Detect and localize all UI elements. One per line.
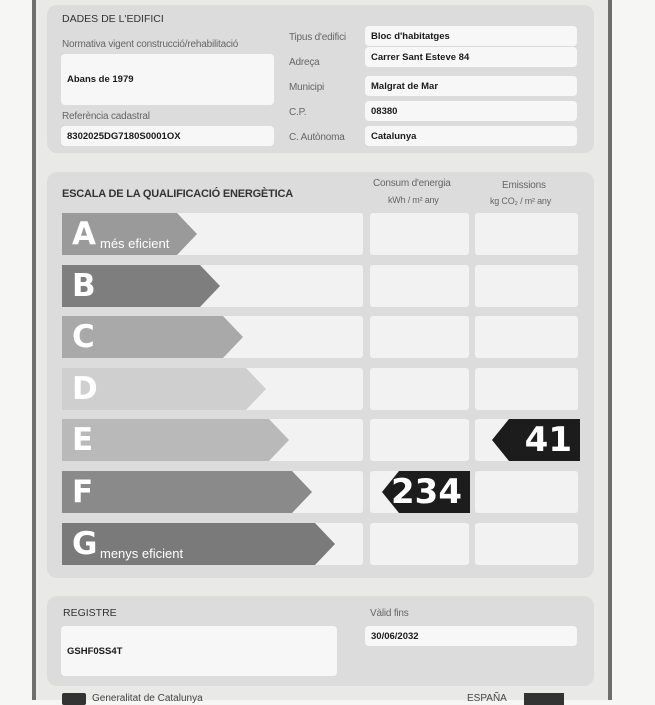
rating-bar-c xyxy=(62,316,243,358)
consumption-value-tag-number: 234 xyxy=(391,472,462,512)
cadastral-label: Referència cadastral xyxy=(62,111,150,122)
consumption-header: Consum d'energia xyxy=(373,178,451,189)
rating-letter: F xyxy=(72,474,94,510)
valid-until-value: 30/06/2032 xyxy=(365,626,577,646)
footer-right-text: ESPAÑA xyxy=(467,693,507,704)
region-label: C. Autònoma xyxy=(289,132,345,143)
rating-bar-g xyxy=(62,523,335,565)
regulation-value: Abans de 1979 xyxy=(61,54,274,105)
rating-bar-d xyxy=(62,368,266,410)
generalitat-logo xyxy=(62,693,86,705)
rating-letter: E xyxy=(72,422,94,458)
consumption-unit: kWh / m² any xyxy=(388,195,439,205)
consumption-cell xyxy=(370,213,469,255)
consumption-cell xyxy=(370,265,469,307)
emissions-unit: kg CO₂ / m² any xyxy=(490,196,552,206)
regulation-label: Normativa vigent construcció/rehabilitació xyxy=(62,39,239,50)
emissions-cell xyxy=(475,471,578,513)
consumption-cell xyxy=(370,368,469,410)
valid-until-label: Vàlid fins xyxy=(370,608,409,619)
emissions-cell xyxy=(475,265,578,307)
building-section-title: DADES DE L'EDIFICI xyxy=(62,13,164,25)
rating-description: menys eficient xyxy=(100,546,184,561)
rating-letter: D xyxy=(72,371,98,407)
postcode-label: C.P. xyxy=(289,107,307,118)
address-label: Adreça xyxy=(289,57,320,68)
rating-letter: C xyxy=(72,319,95,355)
cadastral-value: 8302025DG7180S0001OX xyxy=(61,126,274,146)
emissions-value-tag xyxy=(492,419,580,461)
rating-bar-b xyxy=(62,265,220,307)
consumption-cell xyxy=(370,316,469,358)
rating-letter: B xyxy=(72,268,96,304)
registry-label: REGISTRE xyxy=(63,607,117,619)
type-value: Bloc d'habitatges xyxy=(365,26,577,46)
rating-bar-a xyxy=(62,213,197,255)
consumption-cell xyxy=(370,523,469,565)
rating-letter: A xyxy=(72,216,96,252)
rating-letter: G xyxy=(72,526,98,562)
consumption-value-tag xyxy=(382,471,470,513)
rating-bar-f xyxy=(62,471,312,513)
rating-bar-e xyxy=(62,419,289,461)
emissions-value-tag-number: 41 xyxy=(524,420,572,460)
municipality-value: Malgrat de Mar xyxy=(365,76,577,96)
footer-left-text: Generalitat de Catalunya xyxy=(92,693,203,704)
address-value: Carrer Sant Esteve 84 xyxy=(365,47,577,67)
emissions-cell xyxy=(475,316,578,358)
region-value: Catalunya xyxy=(365,126,577,146)
emissions-cell xyxy=(475,523,578,565)
registry-value: GSHF0SS4T xyxy=(61,626,337,676)
municipality-label: Municipi xyxy=(289,82,325,93)
emissions-header: Emissions xyxy=(502,180,546,191)
type-label: Tipus d'edifici xyxy=(289,32,346,43)
footer-badge xyxy=(524,693,564,705)
emissions-cell xyxy=(475,368,578,410)
scale-title: ESCALA DE LA QUALIFICACIÓ ENERGÈTICA xyxy=(62,188,293,200)
emissions-cell xyxy=(475,213,578,255)
rating-description: més eficient xyxy=(100,236,170,251)
postcode-value: 08380 xyxy=(365,101,577,121)
consumption-cell xyxy=(370,419,469,461)
